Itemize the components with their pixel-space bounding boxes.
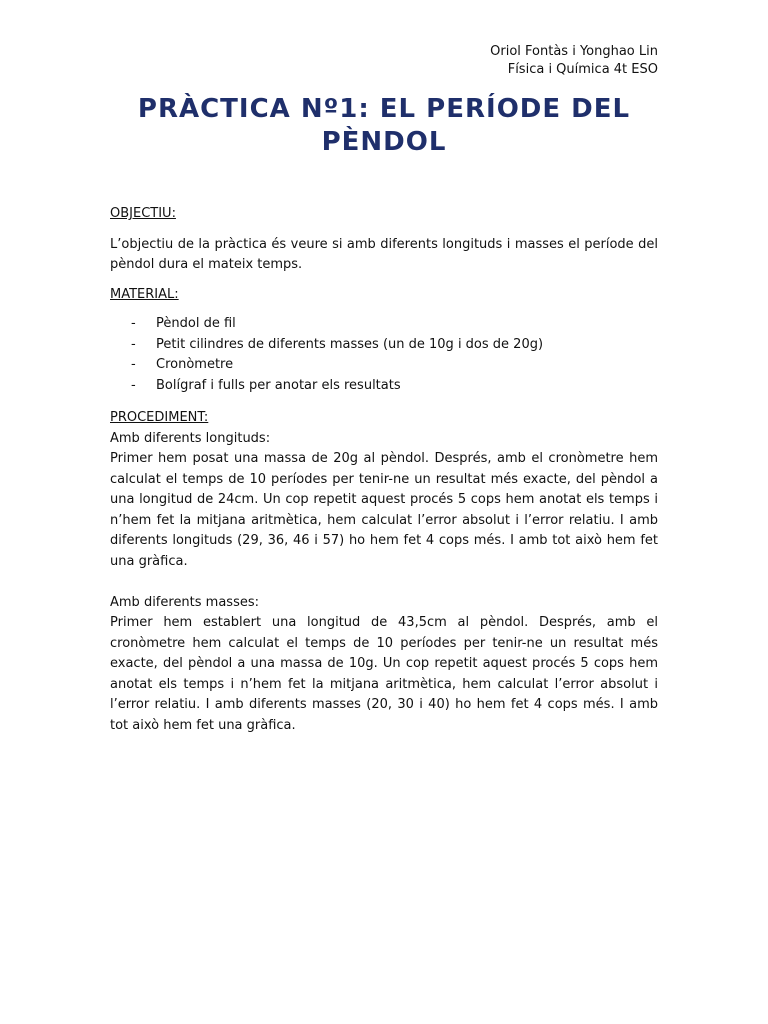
list-item — [110, 355, 658, 376]
page-title: PRÀCTICA Nº1: EL PERÍODE DEL PÈNDOL — [137, 94, 631, 157]
material-list — [110, 314, 658, 396]
list-bullet: - — [131, 316, 136, 331]
lengths-subheading: Amb diferents longituds: — [110, 430, 271, 446]
list-bullet: - — [131, 377, 136, 393]
list-item — [110, 314, 658, 335]
course-line: Física i Química 4t ESO — [507, 62, 658, 77]
list-bullet: - — [131, 357, 136, 372]
lengths-text: Primer hem posat una massa de 20g al pèndol. Després, amb el cronòmetre hem calculat el temps de 10 períodes per tenir-ne un resultat més exacte, del pèndol a una longitud de 24cm. Un cop repetit aquest procés 5 cops hem anotat els temps i n’hem fet la mitjana aritmètica, hem calculat l’error absolut i l’error relatiu. I amb diferents longituds (29, 36, 46 i 57) ho hem fet 4 cops més. I amb tot això hem fet una gràfica. — [110, 451, 658, 569]
list-item — [110, 335, 658, 356]
objective-text: L’objectiu de la pràctica és veure si amb diferents longituds i masses el període del pèndol dura el mateix temps. — [110, 236, 658, 272]
material-item-label: Bolígraf i fulls per anotar els resultats — [156, 377, 401, 393]
document-body — [110, 204, 658, 736]
material-item-label: Cronòmetre — [156, 357, 234, 372]
masses-subheading: Amb diferents masses: — [110, 594, 260, 610]
material-heading: MATERIAL: — [110, 286, 179, 302]
material-item-label: Pèndol de fil — [156, 316, 236, 331]
material-item-label: Petit cilindres de diferents masses (un de 10g i dos de 20g) — [156, 336, 544, 352]
masses-text: Primer hem establert una longitud de 43,5cm al pèndol. Després, amb el cronòmetre hem calculat el temps de 10 períodes per tenir-ne un resultat més exacte, del pèndol a una massa de 10g. Un cop repetit aquest procés 5 cops hem anotat els temps i n’hem fet la mitjana aritmètica, hem calculat l’error absolut i l’error relatiu. I amb diferents masses (20, 30 i 40) ho hem fet 4 cops més. I amb tot això hem fet una gràfica. — [110, 615, 658, 733]
objective-heading: OBJECTIU: — [110, 206, 176, 221]
list-item — [110, 376, 658, 397]
procedure-heading: PROCEDIMENT: — [110, 410, 209, 425]
document-header — [490, 43, 658, 79]
list-bullet: - — [131, 336, 136, 352]
authors-line: Oriol Fontàs i Yonghao Lin — [490, 44, 658, 59]
